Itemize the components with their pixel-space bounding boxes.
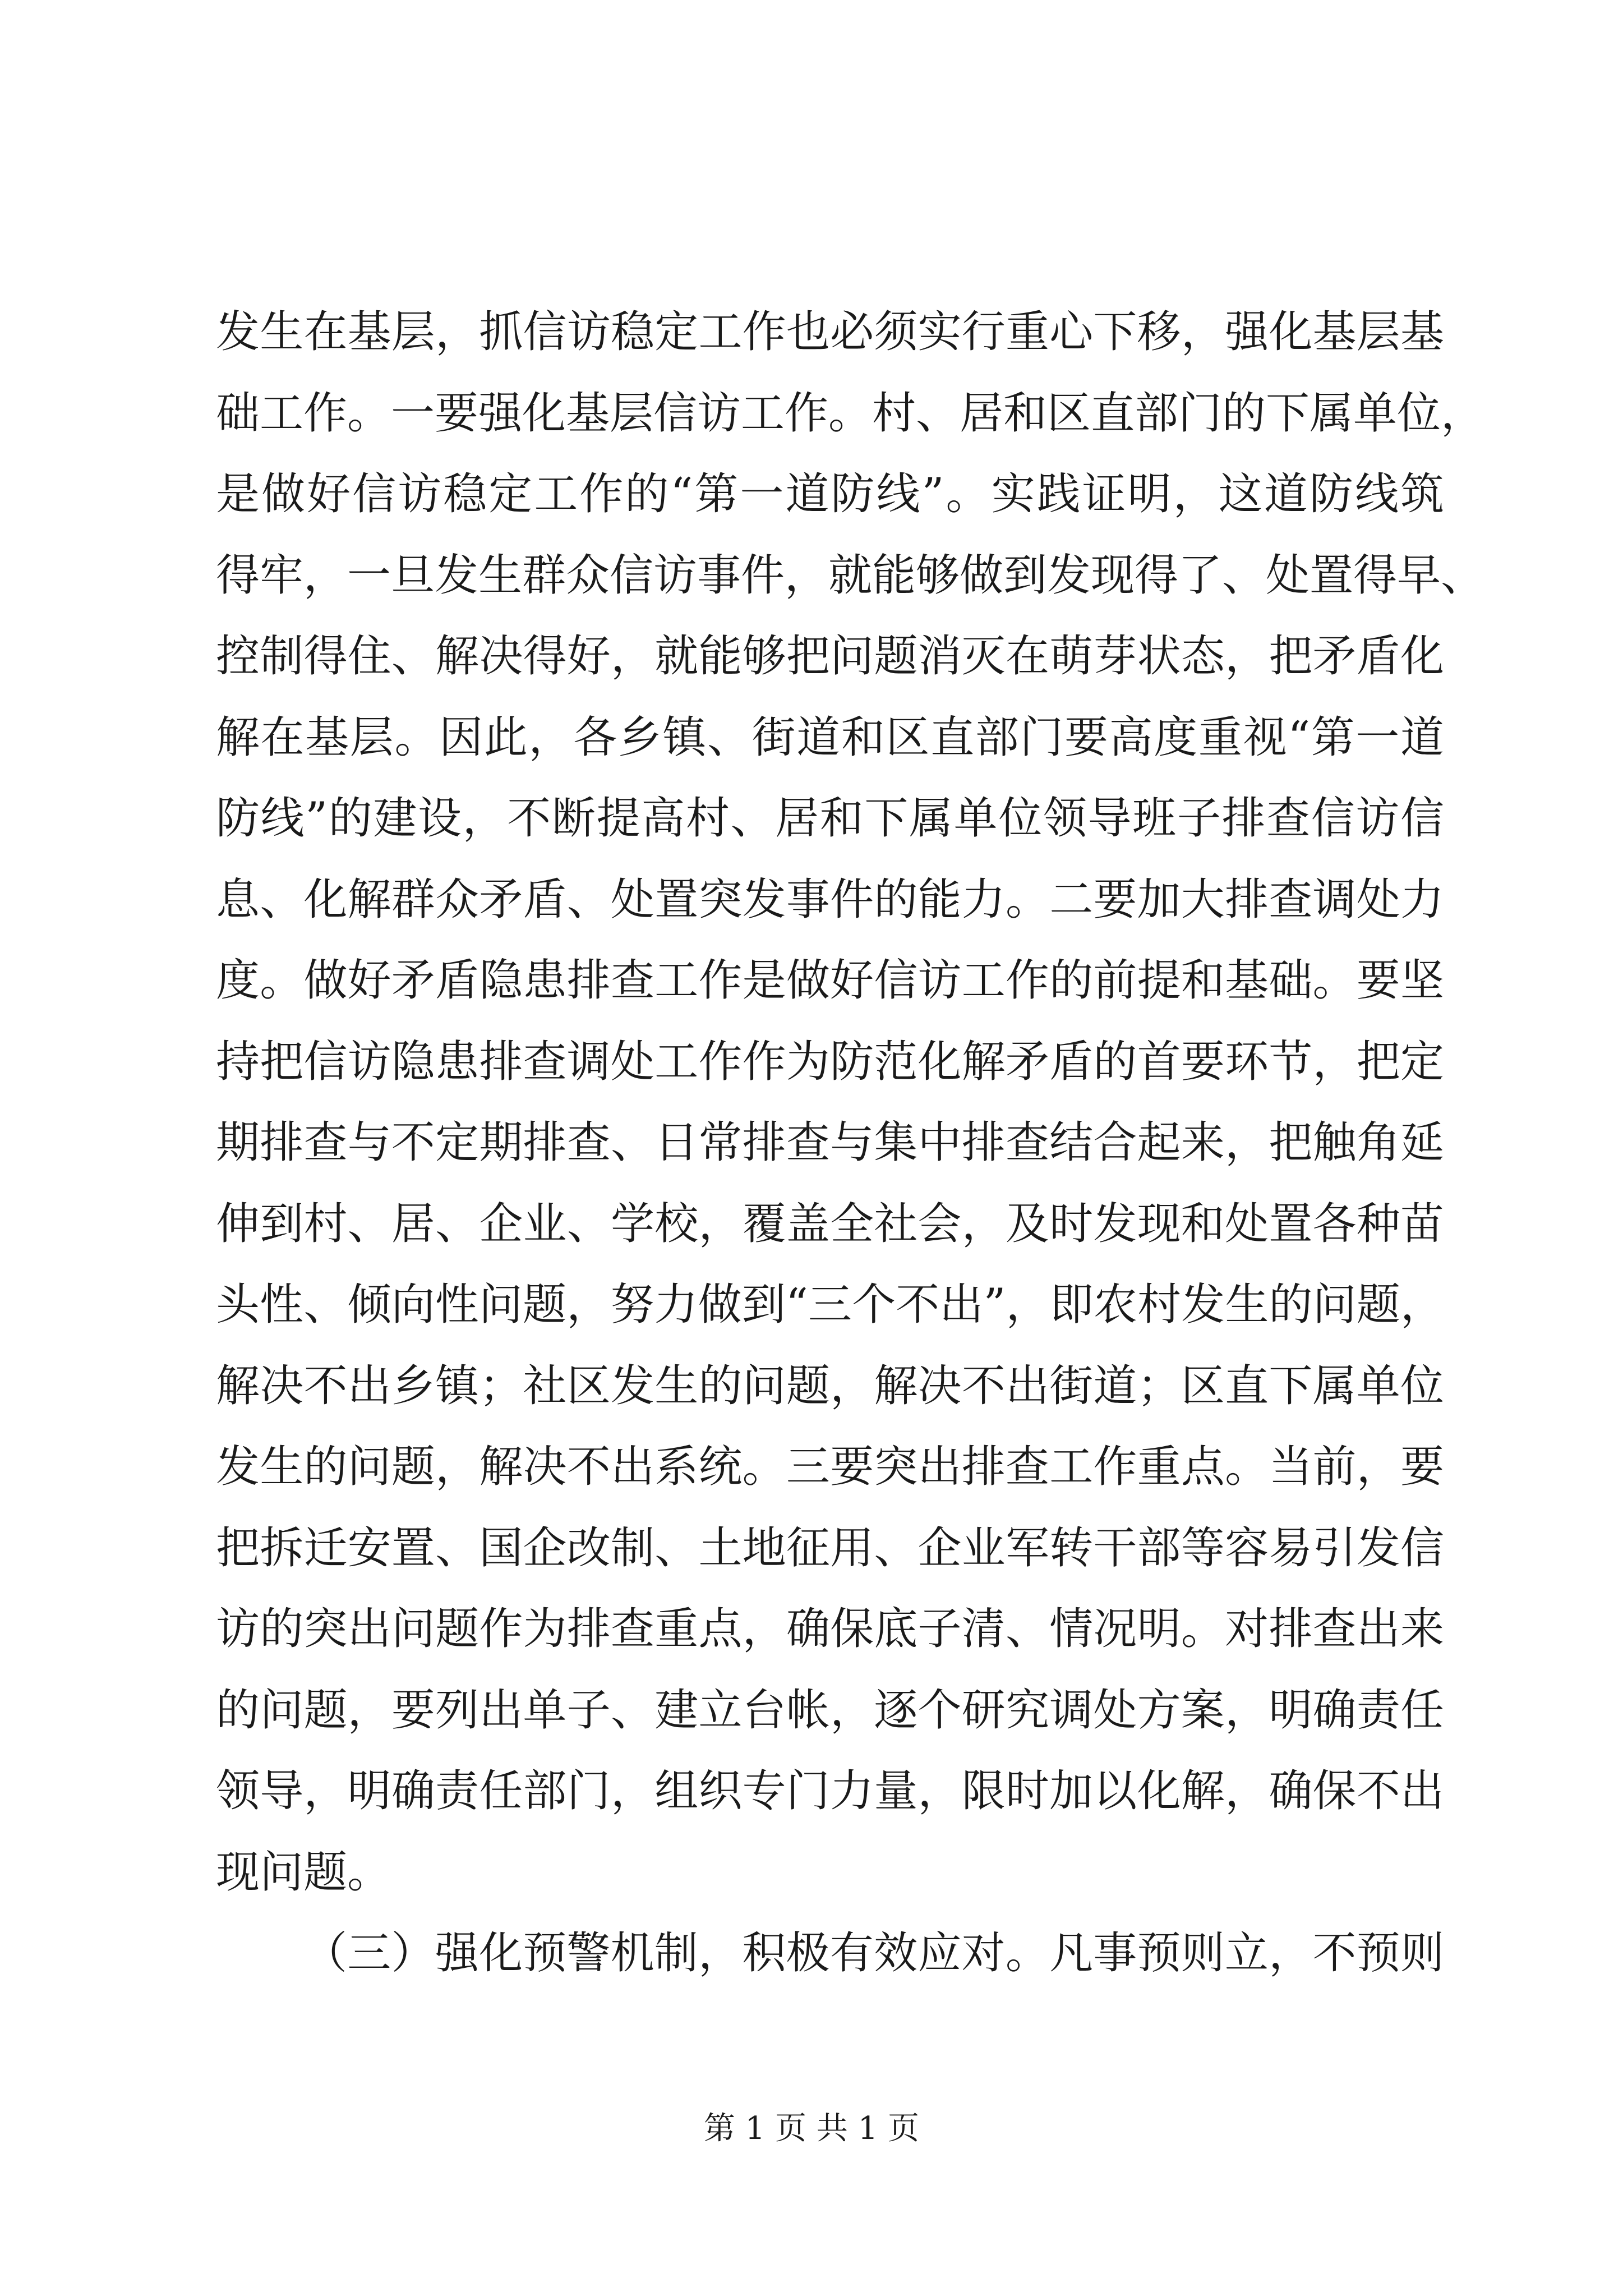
text-line-6: 解在基层。因此，各乡镇、街道和区直部门要高度重视“第一道 — [216, 712, 1444, 763]
page-number-footer: 第 1 页 共 1 页 — [703, 2110, 920, 2147]
text-line-18: 的问题，要列出单子、建立台帐，逐个研究调处方案，明确责任 — [216, 1685, 1444, 1736]
text-line-3: 是做好信访稳定工作的“第一道防线”。实践证明，这道防线筑 — [216, 469, 1444, 519]
text-line-16: 把拆迁安置、国企改制、土地征用、企业军转干部等容易引发信 — [216, 1522, 1444, 1573]
text-line-13: 头性、倾向性问题，努力做到“三个不出”，即农村发生的问题， — [216, 1280, 1444, 1330]
text-line-12: 伸到村、居、企业、学校，覆盖全社会，及时发现和处置各种苗 — [216, 1198, 1444, 1249]
text-line-17: 访的突出问题作为排查重点，确保底子清、情况明。对排查出来 — [216, 1604, 1444, 1654]
text-line-9: 度。做好矛盾隐患排查工作是做好信访工作的前提和基础。要坚 — [216, 955, 1444, 1006]
text-line-10: 持把信访隐患排查调处工作作为防范化解矛盾的首要环节，把定 — [216, 1036, 1444, 1087]
text-line-1: 发生在基层，抓信访稳定工作也必须实行重心下移，强化基层基 — [216, 307, 1444, 357]
text-line-2: 础工作。一要强化基层信访工作。村、居和区直部门的下属单位， — [216, 388, 1485, 439]
text-line-19: 领导，明确责任部门，组织专门力量，限时加以化解，确保不出 — [216, 1766, 1444, 1816]
text-line-8: 息、化解群众矛盾、处置突发事件的能力。二要加大排查调处力 — [216, 874, 1444, 925]
text-line-7: 防线”的建设，不断提高村、居和下属单位领导班子排查信访信 — [216, 793, 1444, 844]
body-text — [216, 292, 1485, 1994]
text-line-14: 解决不出乡镇；社区发生的问题，解决不出街道；区直下属单位 — [216, 1360, 1444, 1411]
section-heading-line: （三）强化预警机制，积极有效应对。凡事预则立，不预则 — [303, 1928, 1444, 1978]
text-line-20: 现问题。 — [216, 1847, 391, 1898]
text-line-5: 控制得住、解决得好，就能够把问题消灭在萌芽状态，把矛盾化 — [216, 631, 1444, 682]
text-line-15: 发生的问题，解决不出系统。三要突出排查工作重点。当前，要 — [216, 1442, 1444, 1492]
text-line-11: 期排查与不定期排查、日常排查与集中排查结合起来，把触角延 — [216, 1117, 1444, 1168]
text-line-4: 得牢，一旦发生群众信访事件，就能够做到发现得了、处置得早、 — [216, 550, 1485, 601]
